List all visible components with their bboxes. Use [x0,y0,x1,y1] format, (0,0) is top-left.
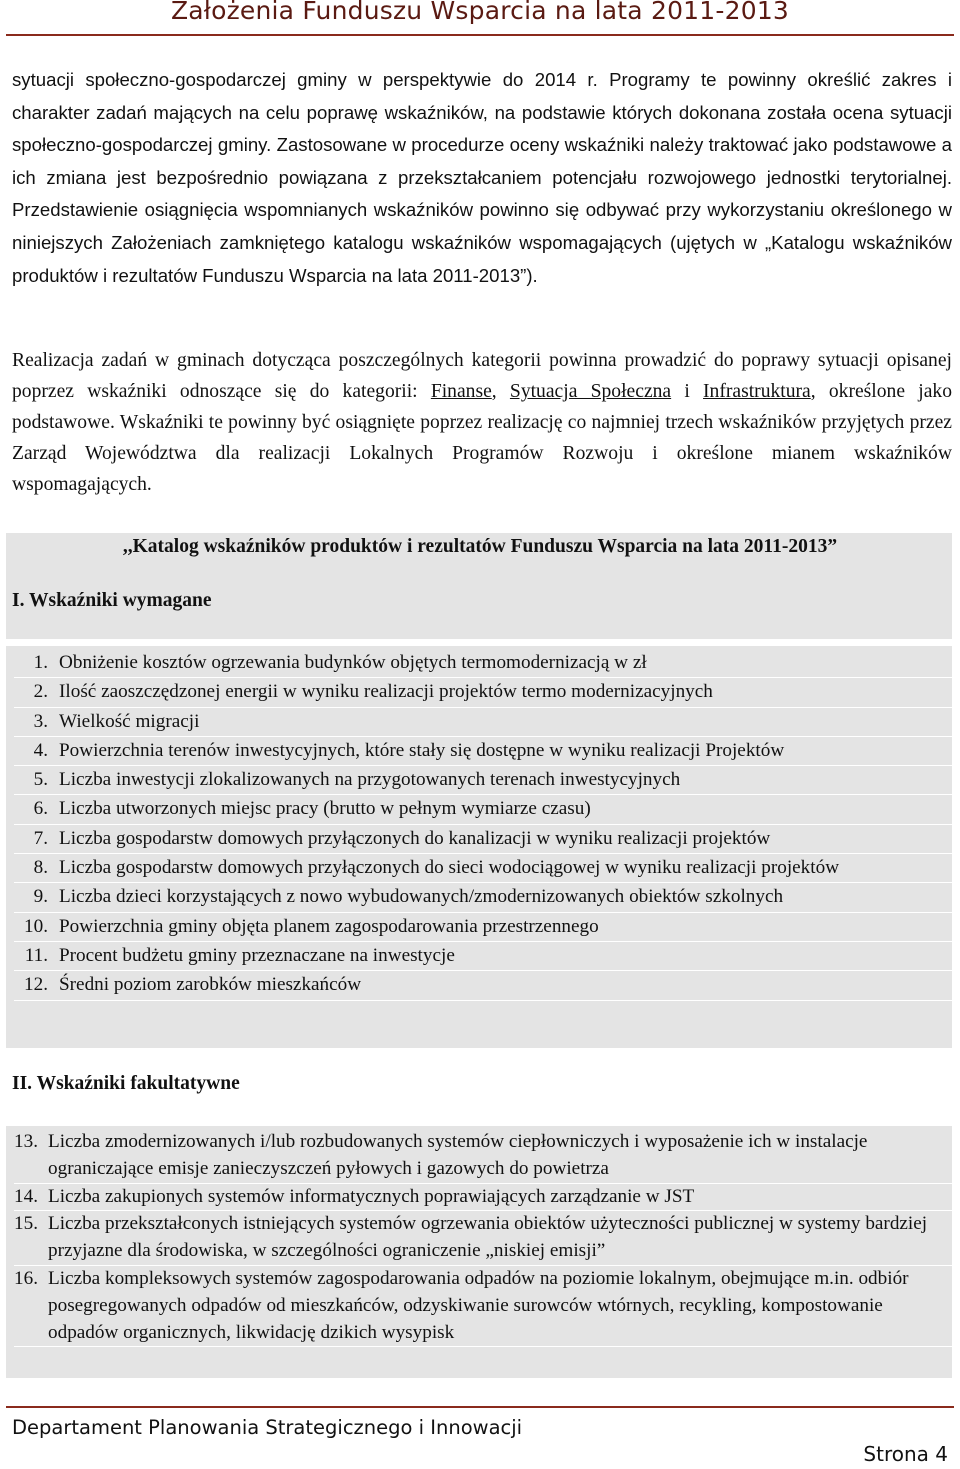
list-item-text: Liczba gospodarstw domowych przyłączonych do kanalizacji w wyniku realizacji projektów [59,827,771,849]
catalog-title: ,,Katalog wskaźników produktów i rezultatów Funduszu Wsparcia na lata 2011-2013” [122,536,838,557]
list-item-text: Liczba dzieci korzystających z nowo wybudowanych/zmodernizowanych obiektów szkolnych [59,886,784,908]
list-item-number: 16. [14,1267,38,1289]
list-item [14,883,952,912]
list-item [14,1129,952,1184]
optional-indicators-list [14,1129,952,1347]
list-item-number: 1. [33,652,48,673]
list-item [14,737,952,766]
list-item-number: 14. [14,1185,38,1207]
required-indicators-list [14,649,952,1001]
list-item [14,913,952,942]
list-item-number: 5. [33,769,48,791]
list-item-text: Średni poziom zarobków mieszkańców [59,974,362,996]
list-item-number: 8. [33,857,48,879]
list-item [14,708,952,737]
list-item [14,1266,952,1347]
list-item-text: Wielkość migracji [59,710,200,732]
list-item-number: 15. [14,1213,38,1235]
list-item-number: 7. [33,827,48,849]
footer-page-number: Strona 4 [863,1442,948,1466]
list-item-text: Liczba inwestycji zlokalizowanych na przygotowanych terenach inwestycyjnych [59,769,681,791]
list-item [14,766,952,795]
paragraph-2-separator-1: , [491,381,510,402]
list-item-number: 9. [33,886,48,908]
list-item [14,795,952,824]
paragraph-2-text-before: Realizacja zadań w gminach dotycząca poszczególnych kategorii powinna prowadzić do poprawy sytuacji opisanej poprzez wskaźniki odnoszące się do kategorii: [12,350,952,402]
list-item [14,854,952,883]
list-item-text: Liczba przekształconych istniejących systemów ogrzewania obiektów użyteczności publicznej w systemy bardziej przyjazne dla środowiska, w szczególności ograniczenie „niskiej emisji” [48,1213,928,1262]
list-item [14,942,952,971]
category-infrastruktura: Infrastruktura [703,381,811,402]
footer-department: Departament Planowania Strategicznego i Innowacji [12,1416,523,1439]
list-item-number: 10. [24,915,48,937]
list-item-number: 12. [24,974,48,996]
category-finanse: Finanse [430,381,492,402]
list-item-text: Liczba zakupionych systemów informatycznych poprawiających zarządzanie w JST [48,1185,695,1207]
list-item-text: Procent budżetu gminy przeznaczane na inwestycje [59,944,455,966]
list-item-text: Liczba utworzonych miejsc pracy (brutto w pełnym wymiarze czasu) [59,798,591,820]
list-item-number: 13. [14,1131,38,1152]
list-item-number: 6. [33,798,48,820]
footer-divider [6,1406,954,1408]
page-header-title: Założenia Funduszu Wsparcia na lata 2011-2013 [170,0,790,25]
list-item [14,649,952,678]
list-item-text: Ilość zaoszczędzonej energii w wyniku realizacji projektów termo modernizacyjnych [59,681,713,703]
section-2-heading: II. Wskaźniki fakultatywne [12,1073,240,1094]
list-item-number: 3. [33,710,48,732]
body-paragraph-2 [12,345,952,500]
category-sytuacja-spoleczna: Sytuacja Społeczna [509,381,672,402]
list-item [14,678,952,707]
section-1-heading: I. Wskaźniki wymagane [12,590,212,611]
list-item [14,825,952,854]
list-item-number: 4. [33,739,48,761]
list-item-number: 11. [24,944,48,966]
list-item-text: Liczba kompleksowych systemów zagospodarowania odpadów na poziomie lokalnym, obejmujące m.in. odbiór posegregowanych odpadów od mieszkańców, odzyskiwanie surowców wtórnych, recykling, kompostowanie odpadów organicznych, likwidację dzikich wysypisk [48,1267,909,1343]
list-item-text: Powierzchnia gminy objęta planem zagospodarowania przestrzennego [59,915,599,937]
list-item [14,1211,952,1266]
header-divider [6,34,954,36]
paragraph-2-text-after: , określone jako podstawowe. Wskaźniki te powinny być osiągnięte poprzez realizację co najmniej trzech wskaźników przyjętych przez Zarząd Województwa dla realizacji Lokalnych Programów Rozwoju i określone mianem wskaźników wspomagających. [12,381,953,495]
list-item [14,971,952,1000]
list-item-text: Liczba gospodarstw domowych przyłączonych do sieci wodociągowej w wyniku realizacji projektów [59,857,840,879]
paragraph-2-separator-2: i [671,381,704,402]
list-item-number: 2. [33,681,48,703]
list-item-text: Liczba zmodernizowanych i/lub rozbudowanych systemów ciepłowniczych i wyposażenie ich w instalacje ograniczające emisje zanieczyszczeń pyłowych i gazowych do powietrza [48,1131,868,1179]
list-item-text: Powierzchnia terenów inwestycyjnych, które stały się dostępne w wyniku realizacji Projektów [59,739,785,761]
body-paragraph-1: sytuacji społeczno-gospodarczej gminy w perspektywie do 2014 r. Programy te powinny określić zakres i charakter zadań mających na celu poprawę wskaźników, na podstawie których dokonana została ocena sytuacji społeczno-gospodarczej gminy. Zastosowane w procedurze oceny wskaźniki należy traktować jako podstawowe a ich zmiana jest bezpośrednio powiązana z przekształcaniem potencjału rozwojowego jednostki terytorialnej. Przedstawienie osiągnięcia wspomnianych wskaźników powinno się odbywać przy wykorzystaniu określonego w niniejszych Założeniach zamkniętego katalogu wskaźników wspomagających (ujętych w „Katalogu wskaźników produktów i rezultatów Funduszu Wsparcia na lata 2011-2013”). [12,69,952,286]
list-item [14,1184,952,1212]
list-item-text: Obniżenie kosztów ogrzewania budynków objętych termomodernizacją w zł [59,652,647,673]
